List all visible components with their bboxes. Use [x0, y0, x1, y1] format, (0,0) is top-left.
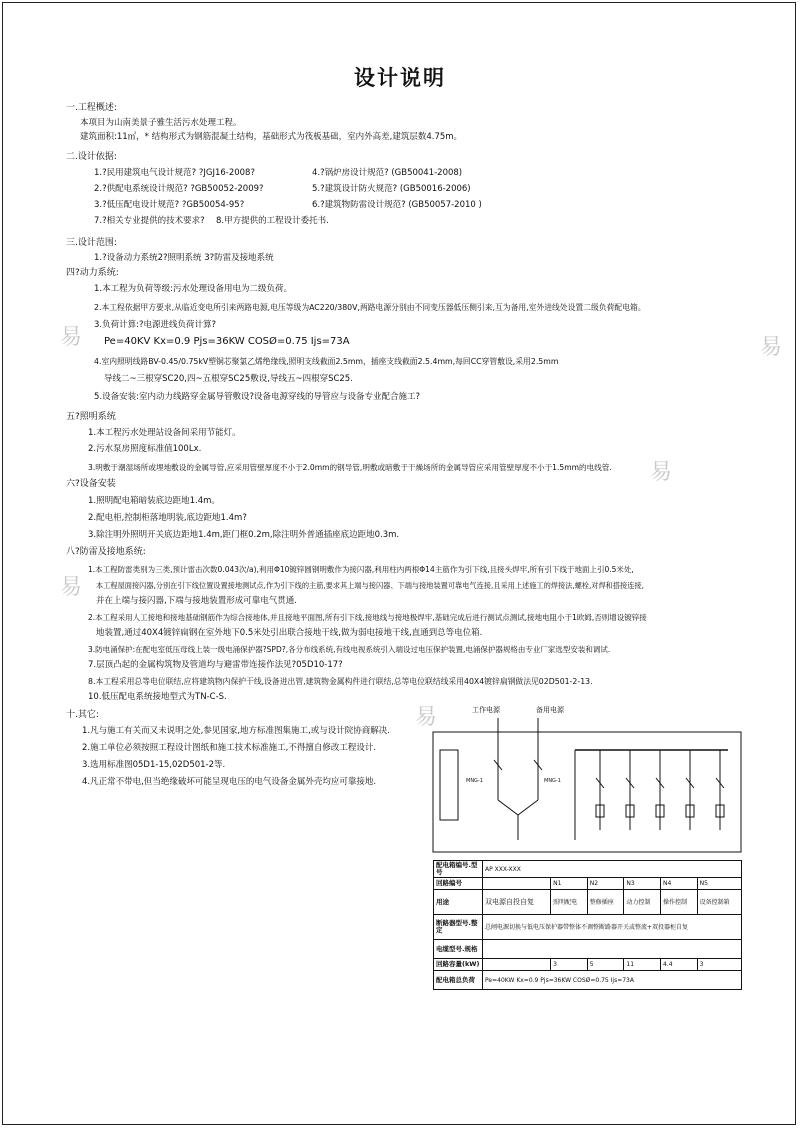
- table-cell: [483, 878, 551, 890]
- table-cell: 3: [697, 959, 741, 971]
- text-line: 本项目为山南美景子雅生活污水处理工程。: [80, 118, 242, 128]
- table-cell: 11: [624, 959, 661, 971]
- text-line: 3.选用标准图05D1-15,02D501-2等.: [82, 760, 226, 770]
- text-line: 3.除注明外照明开关底边距地1.4m,距门框0.2m,除注明外普通插座底边距地0.3m.: [88, 530, 400, 540]
- heading-1: 一.工程概述:: [66, 103, 117, 113]
- text-line: 建筑面积:11㎡，* 结构形式为钢筋混凝土结构，基础形式为筏板基础，室内外高差,建筑层数4.75m。: [80, 132, 463, 142]
- text-line: 1.本工程为负荷等级:污水处理设备用电为二级负荷。: [94, 284, 292, 294]
- table-cell: 设备控制箱: [697, 890, 741, 915]
- text-line: 3.防电涌保护:在配电室低压母线上装一级电涌保护器?SPD?,各分布线系统,有线电视系统引入端设过电压保护装置,电涌保护器规格由专业厂家选型安装和调试.: [88, 645, 611, 654]
- table-cell: N5: [697, 878, 741, 890]
- table-row: [434, 861, 742, 878]
- text-line: 2.配电柜,控制柜落地明装,底边距地1.4m?: [88, 513, 247, 523]
- text-line: 4.?锅炉房设计规范? (GB50041-2008): [312, 168, 463, 178]
- text-line: 5.设备安装:室内动力线路穿金属导管敷设?设备电源穿线的导管应与设备专业配合施工?: [94, 392, 421, 402]
- text-line: 3.明敷于潮湿场所或埋地敷设的金属导管,应采用管壁厚度不小于2.0mm的钢导管,明敷或暗敷于干燥场所的金属导管应采用管壁厚度不小于1.5mm的电线管.: [88, 463, 612, 472]
- table-row: [434, 878, 742, 890]
- text-line: 10.低压配电系统接地型式为TN-C-S.: [88, 692, 227, 702]
- text-line: 6.?建筑物防雷设计规范? (GB50057-2010 ): [312, 200, 482, 210]
- text-line: 3.?低压配电设计规范? ?GB50054-95?: [94, 200, 245, 210]
- text-line: 本工程屋面接闪器,分别在引下线位置设置接地测试点,作为引下线的主筋,要求其上端与接闪器、下端与接地装置可靠电气连接,且采用上述施工的焊接法,螺栓,对焊和搭接连接,: [96, 581, 644, 590]
- heading-6: 六?设备安装: [66, 479, 116, 489]
- text-line: 1.本工程污水处理站设备间采用节能灯。: [88, 428, 241, 438]
- row-label: 回路编号: [434, 878, 483, 890]
- text-line: 3.负荷计算:?电源进线负荷计算?: [94, 320, 216, 330]
- heading-3: 三.设计范围:: [66, 238, 117, 248]
- text-line: 地装置,通过40X4镀锌扁钢在室外地下0.5米处引出联合接地干线,做为弱电接地干线,直通到总等电位箱.: [96, 628, 483, 638]
- text-line: 4.凡正常不带电,但当绝缘破坏可能呈现电压的电气设备金属外壳均应可靠接地.: [82, 777, 377, 787]
- text-line: 4.室内照明线路BV-0.45/0.75kV塑铜芯聚氯乙烯绝缘线,照明支线截面2.5mm，插座支线截面2.5.4mm,每回CC穿管敷设,采用2.5mm: [94, 357, 559, 366]
- text-line: 1.照明配电箱暗装底边距地1.4m。: [88, 496, 220, 506]
- watermark: 易: [650, 460, 673, 485]
- table-cell: AP XXX-XXX: [483, 861, 742, 878]
- table-row: [434, 890, 742, 915]
- label-work-power: 工作电源: [472, 706, 500, 714]
- feeder-branches: [596, 750, 724, 830]
- table-row: [434, 971, 742, 990]
- table-cell: N4: [661, 878, 698, 890]
- text-line: 7.?相关专业提供的技术要求?: [94, 216, 205, 226]
- row-label: 电缆型号.规格: [434, 940, 483, 959]
- watermark: 易: [760, 335, 783, 360]
- table-cell: 双电源自投自复: [483, 890, 551, 915]
- distribution-schedule-table: [433, 860, 742, 990]
- table-cell: 整修插座: [587, 890, 624, 915]
- row-label: 用途: [434, 890, 483, 915]
- text-line: 并在上端与接闪器,下端与接地装置形成可靠电气贯通.: [96, 596, 297, 606]
- text-line: 1.凡与施工有关而又未说明之处,参见国家,地方标准图集施工,或与设计院协商解决.: [82, 726, 390, 736]
- text-line: 1.?设备动力系统2?照明系统 3?防雷及接地系统: [94, 253, 274, 263]
- single-line-diagram: [410, 690, 750, 860]
- text-line: 5.?建筑设计防火规范? (GB50016-2006): [312, 184, 471, 194]
- table-row: [434, 959, 742, 971]
- table-cell: 4.4: [661, 959, 698, 971]
- heading-8: 八?防雷及接地系统:: [66, 547, 146, 557]
- text-line: 2.?供配电系统设计规范? ?GB50052-2009?: [94, 184, 264, 194]
- table-cell: 5: [587, 959, 624, 971]
- text-line: 导线二~三根穿SC20,四~五根穿SC25敷设,导线五~四根穿SC25.: [104, 374, 353, 384]
- watermark: 易: [60, 575, 83, 600]
- row-label: 配电箱编号.型号: [434, 861, 483, 878]
- text-line: Pe=40KV Kx=0.9 Pjs=36KW COSØ=0.75 Ijs=73A: [104, 336, 350, 347]
- breaker-label: MNG-1: [466, 778, 483, 784]
- table-cell: N2: [587, 878, 624, 890]
- text-line: 8.本工程采用总等电位联结,应将建筑物内保护干线,设备进出管,建筑物金属构件进行联结,总等电位联结线采用40X4镀锌扁钢做法见02D501-2-13.: [88, 677, 593, 686]
- table-cell: 照明配电: [551, 890, 588, 915]
- table-row: [434, 915, 742, 940]
- heading-5: 五?照明系统: [66, 412, 116, 422]
- heading-4: 四?动力系统:: [66, 268, 119, 278]
- table-cell: N1: [551, 878, 588, 890]
- table-cell: N3: [624, 878, 661, 890]
- heading-10: 十.其它:: [66, 710, 99, 720]
- table-cell: 总闸电源切换与低电压保护器带整体不调整断路器开关或整流+双投器柜自复: [483, 915, 742, 940]
- text-line: 7.层顶凸起的金属构筑物及管道均与避雷带连接作法见?05D10-17?: [88, 660, 343, 670]
- text-line: 1.本工程防雷类别为三类,预计雷击次数0.043次/a),利用Φ10镀锌圆钢明敷作为接闪器,利用柱内两根Φ14主筋作为引下线,且接头焊牢,所有引下线于地面上引0.5米处,: [88, 565, 634, 574]
- row-label: 断路器型号.整定: [434, 915, 483, 940]
- table-cell: [483, 959, 551, 971]
- text-line: 2.本工程依据甲方要求,从临近变电所引来两路电源,电压等级为AC220/380V,两路电源分别由不同变压器低压侧引来,互为备用,室外进线处设置二级负荷配电箱。: [94, 303, 646, 312]
- watermark: 易: [60, 325, 83, 350]
- row-label: 配电箱总负荷: [434, 971, 483, 990]
- text-line: 2.本工程采用人工接地和接地基础钢筋作为综合接地体,并且接地平面图,所有引下线,接地线与接地极焊牢,基础完成后进行测试点测试,接地电阻小于1欧姆,否则增设镀锌接: [88, 613, 647, 622]
- text-line: 2.施工单位必须按照工程设计图纸和施工技术标准施工,不得擅自修改工程设计.: [82, 743, 377, 753]
- text-line: 8.甲方提供的工程设计委托书.: [216, 216, 329, 226]
- table-cell: Pe=40KW Kx=0.9 Pjs=36KW COSØ=0.75 Ijs=73A: [483, 971, 742, 990]
- heading-2: 二.设计依据:: [66, 152, 117, 162]
- row-label: 回路容量(kW): [434, 959, 483, 971]
- table-cell: 操作控制: [661, 890, 698, 915]
- meter-block: [440, 750, 458, 820]
- table-cell: [483, 940, 742, 959]
- table-cell: 动力控制: [624, 890, 661, 915]
- table-row: [434, 940, 742, 959]
- watermark: 易: [415, 705, 438, 730]
- text-line: 1.?民用建筑电气设计规范? ?JGJ16-2008?: [94, 168, 255, 178]
- text-line: 2.污水泵房照度标准值100Lx.: [88, 444, 202, 454]
- table-cell: 3: [551, 959, 588, 971]
- label-backup-power: 备用电源: [536, 706, 564, 714]
- breaker-label: MNG-1: [544, 778, 561, 784]
- page-title: 设计说明: [354, 66, 446, 90]
